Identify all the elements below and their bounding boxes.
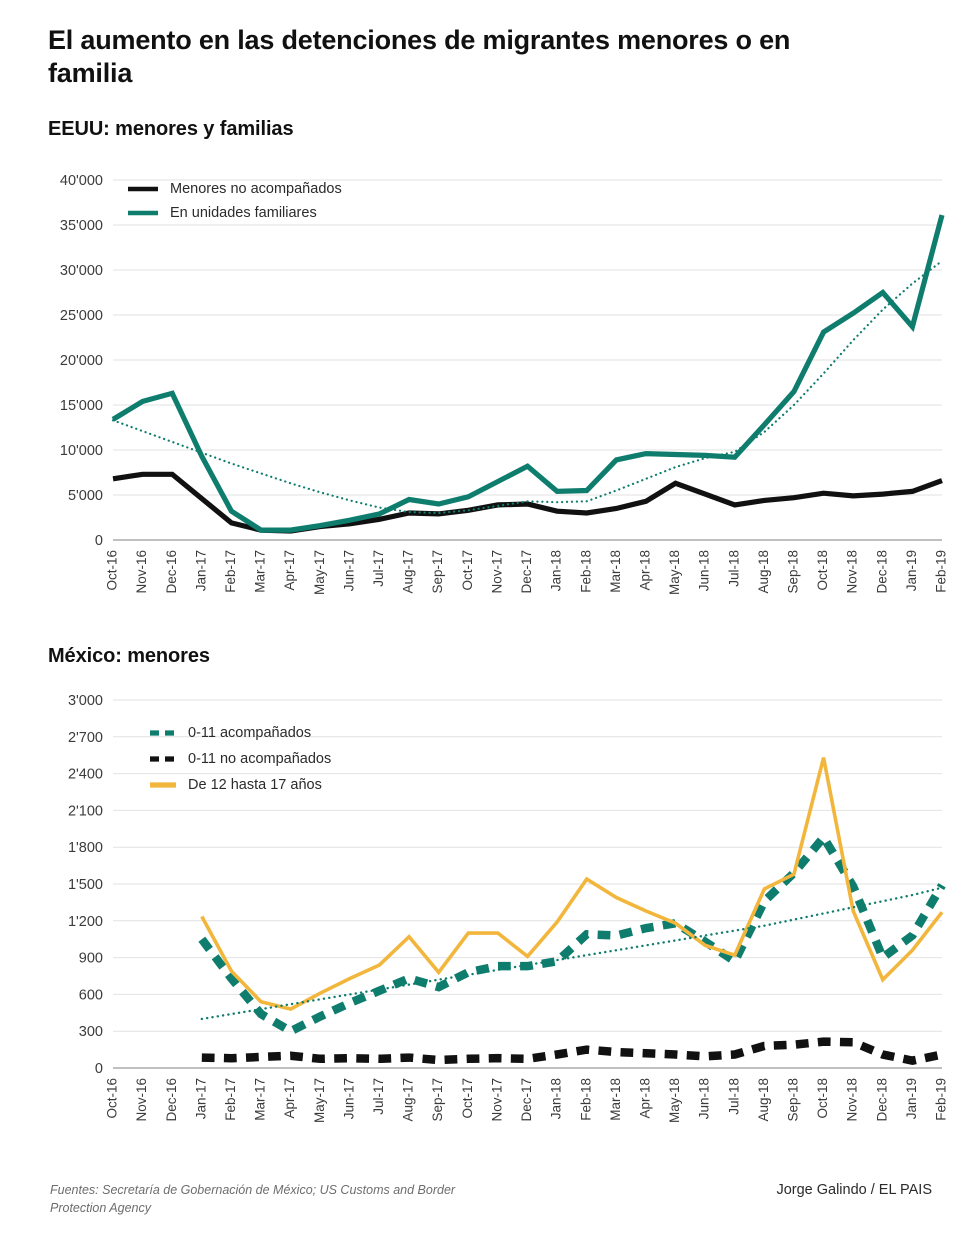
y-axis-tick-label: 900 [78,950,103,967]
x-axis-tick-label: Jul-17 [371,1078,387,1115]
x-axis-tick-label: May-18 [667,1078,683,1124]
x-axis-tick-label: Oct-17 [459,550,475,591]
x-axis-tick-label: Jan-19 [903,1078,919,1120]
y-axis-tick-label: 10'000 [59,443,103,459]
x-axis-tick-label: Feb-18 [578,1078,594,1121]
x-axis-tick-label: Apr-18 [637,1078,653,1119]
x-axis-tick-label: Nov-17 [489,550,505,594]
y-axis-tick-label: 5'000 [67,488,103,504]
x-axis-tick-label: Jan-17 [193,1078,209,1120]
x-axis-tick-label: Oct-18 [815,550,831,591]
y-axis-tick-label: 0 [94,1061,103,1077]
series-line [113,474,942,531]
y-axis-tick-label: 1'800 [67,840,103,857]
series-line [113,215,942,530]
y-axis-tick-label: 2'700 [67,729,103,746]
x-axis-tick-label: Dec-18 [874,1078,890,1122]
x-axis-tick-label: Jun-17 [341,1078,357,1120]
chart-title-eeuu [48,118,293,141]
x-axis-tick-label: Mar-17 [252,1078,268,1121]
x-axis-tick-label: Jan-18 [548,550,564,592]
chart-title-mexico-text: México: menores [48,645,210,667]
legend-label: Menores no acompañados [170,180,342,197]
x-axis-tick-label: Jun-18 [696,1078,712,1120]
x-axis-tick-label: Dec-18 [874,550,890,594]
chart-title-eeuu-text: EEUU: menores y familias [48,118,294,140]
x-axis-tick-label: Oct-16 [104,550,120,591]
x-axis-tick-label: Sep-18 [785,1078,801,1122]
x-axis-tick-label: Jan-19 [903,550,919,592]
x-axis-tick-label: Jun-18 [696,550,712,592]
x-axis-tick-label: Jan-18 [548,1078,564,1120]
y-axis-tick-label: 0 [94,533,103,549]
x-axis-tick-label: May-17 [311,550,327,596]
x-axis-tick-label: Aug-17 [400,550,416,594]
y-axis-tick-label: 40'000 [59,173,103,189]
x-axis-tick-label: Nov-18 [844,550,860,594]
x-axis-tick-label: Feb-19 [933,1078,949,1121]
x-axis-tick-label: Nov-17 [489,1078,505,1122]
x-axis-tick-label: Sep-17 [430,1078,446,1122]
x-axis-tick-label: May-17 [311,1078,327,1124]
series-line [202,837,942,1031]
x-axis-tick-label: Oct-16 [104,1078,120,1119]
x-axis-tick-label: Apr-17 [282,1078,298,1119]
x-axis-tick-label: Feb-19 [933,550,949,593]
x-axis-tick-label: Oct-17 [459,1078,475,1119]
x-axis-tick-label: Aug-17 [400,1078,416,1122]
y-axis-tick-label: 3'000 [67,693,103,709]
y-axis-tick-label: 15'000 [59,398,103,414]
y-axis-tick-label: 1'500 [67,877,103,893]
x-axis-tick-label: Mar-17 [252,550,268,593]
x-axis-tick-label: Nov-16 [134,1078,150,1122]
y-axis-tick-label: 25'000 [59,308,103,324]
x-axis-tick-label: Sep-18 [785,550,801,594]
legend-label: En unidades familiares [170,204,317,221]
x-axis-tick-label: Jul-18 [726,550,742,587]
x-axis-tick-label: Feb-17 [222,550,238,593]
page-title: El aumento en las detenciones de migrantes menores o en familia [48,25,791,89]
x-axis-tick-label: Jul-17 [371,550,387,587]
x-axis-tick-label: Aug-18 [755,550,771,594]
x-axis-tick-label: Sep-17 [430,550,446,594]
y-axis-tick-label: 300 [78,1024,103,1041]
source-note: Fuentes: Secretaría de Gobernación de México; US Customs and Border Protection Agency [50,1183,456,1216]
x-axis-tick-label: Mar-18 [607,1078,623,1121]
y-axis-tick-label: 1'200 [67,913,103,930]
x-axis-tick-label: Dec-16 [163,1078,179,1122]
chart-title-mexico [48,645,210,668]
series-line [202,758,942,1009]
legend-label: 0-11 no acompañados [188,750,332,767]
x-axis-tick-label: Oct-18 [815,1078,831,1119]
x-axis-tick-label: Jan-17 [193,550,209,592]
legend-label: 0-11 acompañados [188,724,312,741]
y-axis-tick-label: 2'100 [67,803,103,820]
x-axis-tick-label: Dec-17 [519,550,535,594]
x-axis-tick-label: Nov-16 [134,550,150,594]
x-axis-tick-label: Mar-18 [607,550,623,593]
series-line [113,261,942,513]
y-axis-tick-label: 20'000 [59,353,103,369]
x-axis-tick-label: Apr-18 [637,550,653,591]
x-axis-tick-label: Aug-18 [755,1078,771,1122]
y-axis-tick-label: 600 [78,987,103,1004]
x-axis-tick-label: Dec-16 [163,550,179,594]
x-axis-tick-label: Feb-17 [222,1078,238,1121]
series-line [202,1042,942,1061]
x-axis-tick-label: Apr-17 [282,550,298,591]
x-axis-tick-label: Dec-17 [519,1078,535,1122]
chart-eeuu [0,160,980,640]
y-axis-tick-label: 2'400 [67,766,103,783]
x-axis-tick-label: Jun-17 [341,550,357,592]
y-axis-tick-label: 35'000 [59,218,103,234]
x-axis-tick-label: May-18 [667,550,683,596]
y-axis-tick-label: 30'000 [59,263,103,279]
x-axis-tick-label: Jul-18 [726,1078,742,1115]
chart-mexico [0,680,980,1180]
legend-label: De 12 hasta 17 años [188,776,322,793]
x-axis-tick-label: Feb-18 [578,550,594,593]
x-axis-tick-label: Nov-18 [844,1078,860,1122]
credit-note: Jorge Galindo / EL PAIS [776,1182,932,1198]
